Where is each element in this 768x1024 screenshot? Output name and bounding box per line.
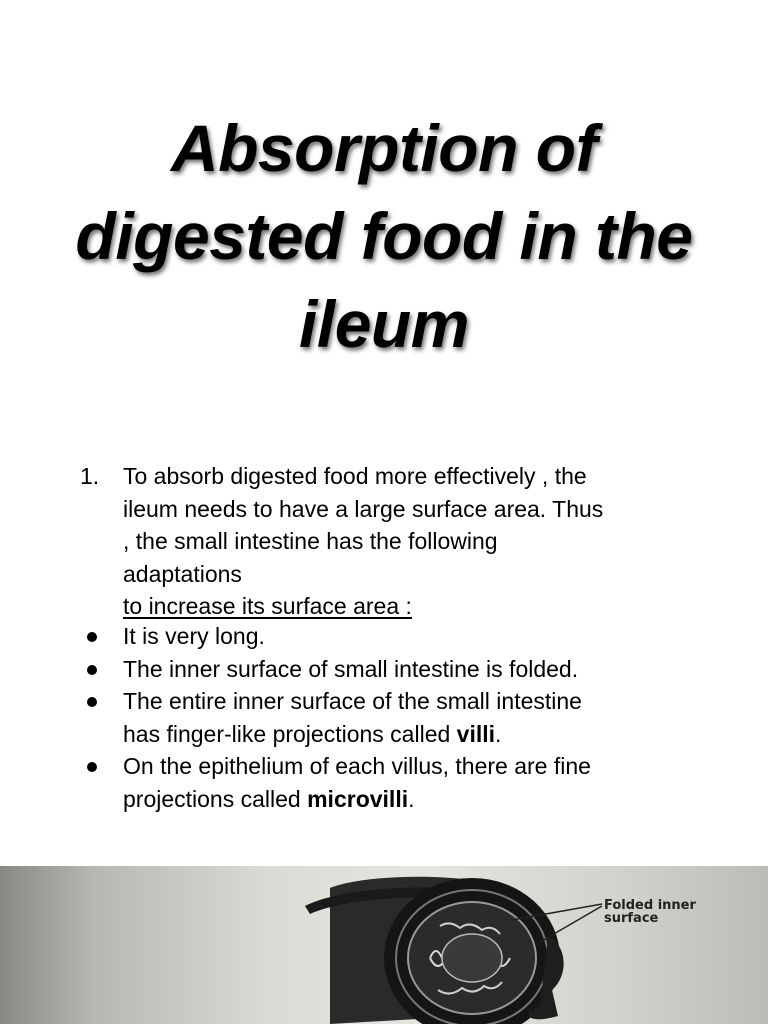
text-line: ileum needs to have a large surface area. Thus — [123, 495, 604, 522]
page-title — [0, 104, 768, 368]
text-line — [123, 783, 720, 816]
text-line: To absorb digested food more effectively , the — [123, 463, 587, 489]
text-line: On the epithelium of each villus, there are fine — [123, 753, 591, 779]
list-item — [80, 653, 720, 686]
label-line: surface — [604, 911, 659, 926]
bullet-list — [80, 620, 720, 815]
title-line-1: Absorption of — [170, 111, 598, 185]
bold-term-microvilli: microvilli — [307, 785, 409, 812]
underlined-phrase: to increase its surface area : — [123, 593, 412, 619]
text-line: , the small intestine has the following — [123, 528, 498, 554]
text-fragment: has finger-like projections called — [123, 720, 457, 747]
diagram-caption: (a) — [528, 1005, 547, 1020]
text-line: The entire inner surface of the small intestine — [123, 688, 582, 714]
list-number: 1. — [80, 463, 100, 489]
numbered-item-text — [123, 460, 723, 623]
title-line-3: ileum — [299, 287, 469, 361]
bold-term-villi: villi — [456, 720, 496, 747]
list-item — [80, 750, 720, 815]
text-line — [123, 718, 720, 751]
text-line: It is very long. — [123, 623, 265, 649]
text-fragment: . — [495, 720, 502, 747]
bullet-dot-icon — [87, 697, 97, 707]
text-fragment: projections called — [123, 785, 308, 812]
bullet-dot-icon — [87, 632, 97, 642]
text-line: The inner surface of small intestine is folded. — [123, 655, 579, 682]
diagram-label — [604, 899, 696, 925]
text-line — [123, 558, 723, 623]
lumen — [442, 934, 502, 982]
text-fragment: . — [408, 785, 415, 812]
intestine-cross-section-illustration — [0, 866, 768, 1024]
text-fragment: adaptations — [123, 560, 242, 587]
bullet-dot-icon — [87, 762, 97, 772]
intestine-diagram-photo — [0, 866, 768, 1024]
title-line-2: digested food in the — [75, 199, 693, 273]
list-item — [80, 685, 720, 750]
bullet-dot-icon — [87, 665, 97, 675]
list-item — [80, 620, 720, 653]
label-line: Folded inner — [604, 898, 696, 913]
